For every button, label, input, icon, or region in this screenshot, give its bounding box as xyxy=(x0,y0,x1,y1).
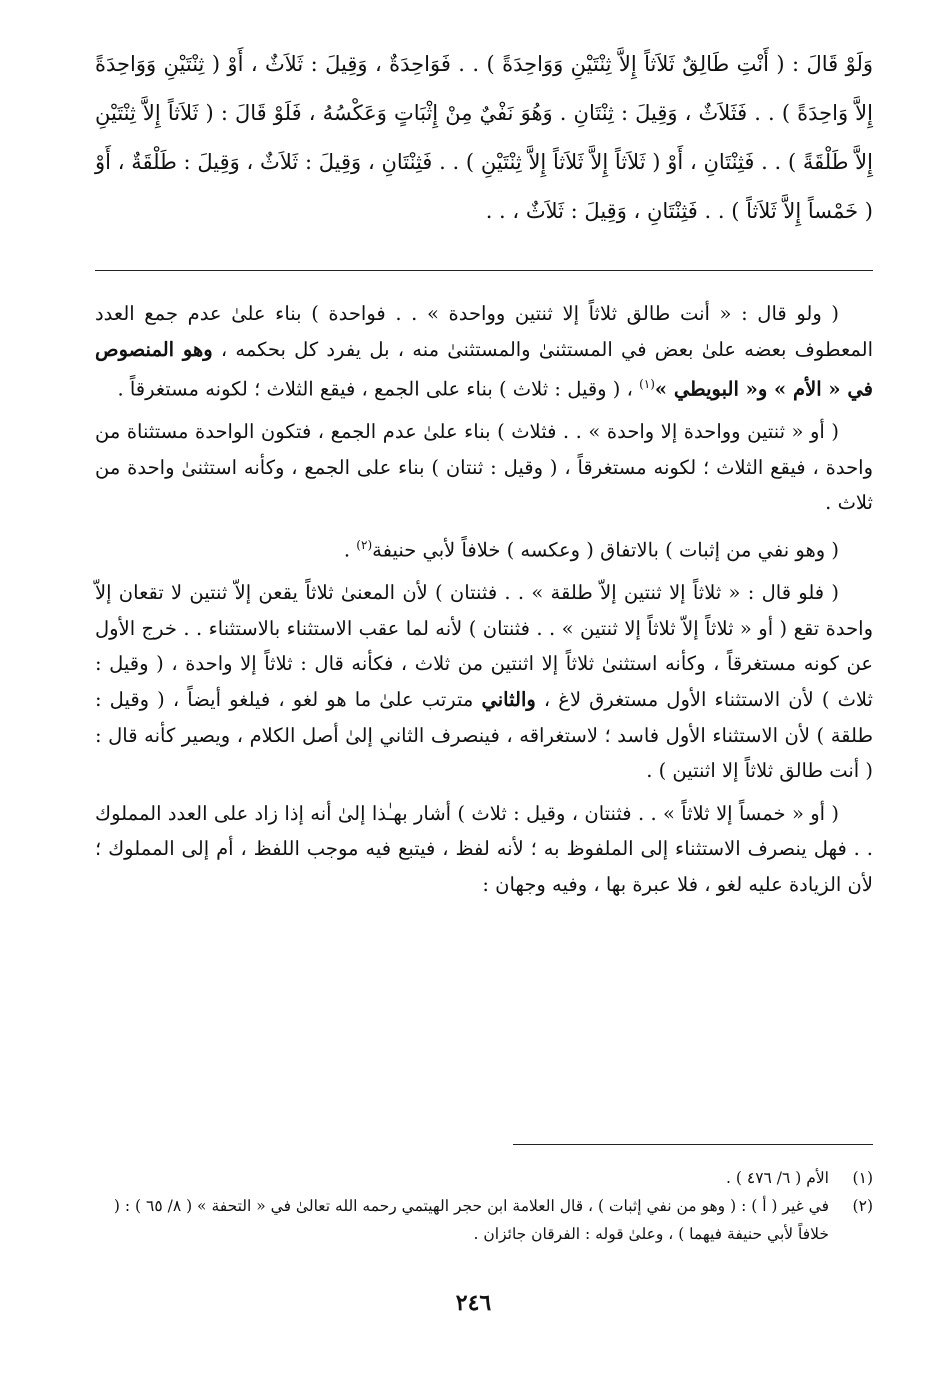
main-text xyxy=(95,40,873,236)
footnote-1 xyxy=(95,1164,873,1192)
section-divider xyxy=(95,270,873,271)
footnotes xyxy=(95,1164,873,1248)
footnote-text: الأم ( ٦/ ٤٧٦ ) . xyxy=(726,1169,829,1187)
footnote-text: في غير ( أ ) : ( وهو من نفي إثبات ) ، قال العلامة ابن حجر الهيتمي رحمه الله تعالىٰ في « التحفة » ( ٨/ ٦٥ ) : ( خلافاً لأبي حنيفة فيهما ) ، وعلىٰ قوله : الفرقان جائزان . xyxy=(113,1197,829,1243)
commentary-paragraph-5: ( أو « خمساً إلا ثلاثاً » . . فثنتان ، وقيل : ثلاث ) أشار بهـٰذا إلىٰ أنه إذا زاد على العدد المملوك . . فهل ينصرف الاستثناء إلى الملفوظ به ؛ لأنه لفظ ، فيتبع فيه موجب اللفظ ، أم إلى المملوك ؛ لأن الزيادة عليه لغو ، فلا عبرة بها ، وفيه وجهان : xyxy=(95,801,873,896)
footnote-divider xyxy=(513,1144,873,1145)
main-text-paragraph: وَلَوْ قَالَ : ( أَنْتِ طَالِقٌ ثَلاَثاً إِلاَّ ثِنْتَيْنِ وَوَاحِدَةً ) . . فَوَاحِدَةٌ ، وَقِيلَ : ثَلاَثٌ ، أَوْ ( ثِنْتَيْنِ وَوَاحِدَةً إِلاَّ وَاحِدَةً ) . . فَثَلاَثٌ ، وَقِيلَ : ثِنْتَانِ . وَهُوَ نَفْيٌ مِنْ إِثْبَاتٍ وَعَكْسُهُ ، فَلَوْ قَالَ : ( ثَلاَثاً إِلاَّ ثِنْتَيْنِ إِلاَّ طَلْقَةً ) . . فَثِنْتَانِ ، أَوْ ( ثَلاَثاً إِلاَّ ثَلاَثاً إِلاَّ ثِنْتَيْنِ ) . . فَثِنْتَانِ ، وَقِيلَ : ثَلاَثٌ ، وَقِيلَ : طَلْقَةٌ ، أَوْ ( خَمْساً إِلاَّ ثَلاَثاً ) . . فَثِنْتَانِ ، وَقِيلَ : ثَلاَثٌ ، . . xyxy=(95,52,873,223)
page-number: ٢٤٦ xyxy=(455,1290,492,1316)
footnote-2 xyxy=(95,1192,873,1248)
commentary-paragraph-2: ( أو « ثنتين وواحدة إلا واحدة » . . فثلاث ) بناء علىٰ عدم الجمع ، فتكون الواحدة مستثناة من واحدة ، فيقع الثلاث ؛ لكونه مستغرقاً ، ( وقيل : ثنتان ) بناء على الجمع ، وكأنه استثنىٰ واحدة من ثلاث . xyxy=(95,420,873,515)
commentary-text: ، ( وقيل : ثلاث ) بناء على الجمع ، فيقع الثلاث ؛ لكونه مستغرقاً . xyxy=(117,377,640,401)
commentary xyxy=(95,296,873,910)
commentary-paragraph-4 xyxy=(95,575,873,789)
commentary-paragraph-3 xyxy=(95,528,873,568)
commentary-text: . xyxy=(343,538,357,562)
commentary-text: ( وهو نفي من إثبات ) بالاتفاق ( وعكسه ) خلافاً لأبي حنيفة xyxy=(372,538,839,562)
commentary-bold-text: والثاني xyxy=(481,687,536,711)
commentary-bold-text: وهو المنصوص في « الأم » و« البويطي » xyxy=(95,337,873,401)
commentary-text: ( فلو قال : « ثلاثاً إلا ثنتين إلاّ طلقة » . . فثنتان ) لأن المعنىٰ ثلاثاً يقعن إلاّ ثنتين لا تقعان إلاّ واحدة تقع ( أو « ثلاثاً إلاّ ثلاثاً إلا ثنتين » . . فثنتان ) لأنه لما عقب الاستثناء بالاستثناء . . خرج الأول عن كونه مستغرقاً ، وكأنه استثنىٰ ثلاثاً إلا اثنتين من ثلاث ، فكأنه قال : ثلاثاً إلا واحدة ، ( وقيل : ثلاث ) لأن الاستثناء الأول مستغرق لاغ ، xyxy=(95,581,873,711)
footnote-ref-1[interactable]: (١) xyxy=(639,377,655,392)
commentary-paragraph-1 xyxy=(95,296,873,407)
footnote-number: (٢) xyxy=(852,1197,873,1215)
commentary-text: مترتب علىٰ ما هو لغو ، فيلغو أيضاً ، ( وقيل : طلقة ) لأن الاستثناء الأول فاسد ؛ لاستغراقه ، فينصرف الثاني إلىٰ أصل الكلام ، ويصير كأنه قال : ( أنت طالق ثلاثاً إلا اثنتين ) . xyxy=(95,687,873,783)
footnote-number: (١) xyxy=(852,1169,873,1187)
commentary-text: ( ولو قال : « أنت طالق ثلاثاً إلا ثنتين وواحدة » . . فواحدة ) بناء علىٰ عدم جمع العدد المعطوف بعضه علىٰ بعض في المستثنىٰ والمستثنىٰ منه ، بل يفرد كل بحكمه ، xyxy=(95,302,873,361)
footnote-ref-2[interactable]: (٢) xyxy=(356,538,373,553)
